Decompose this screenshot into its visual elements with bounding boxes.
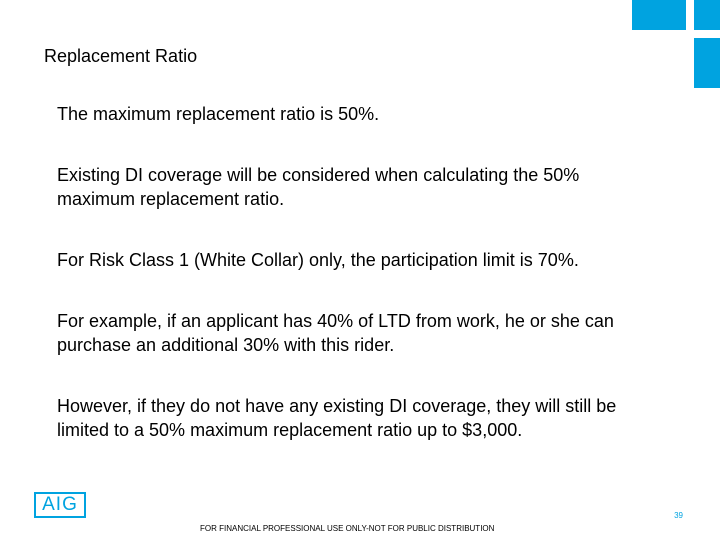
bullet-item: However, if they do not have any existing DI coverage, they will still be limited to a 50% maximum replacement ratio up to $3,000.: [57, 396, 617, 440]
bullet-item: For example, if an applicant has 40% of LTD from work, he or she can purchase an additional 30% with this rider.: [57, 311, 614, 355]
slide-title: Replacement Ratio: [44, 46, 198, 66]
bullet-item: Existing DI coverage will be considered when calculating the 50% maximum replacement ratio.: [57, 165, 580, 209]
brand-accent-block: [694, 38, 720, 88]
footer-disclaimer: FOR FINANCIAL PROFESSIONAL USE ONLY-NOT FOR PUBLIC DISTRIBUTION: [200, 524, 495, 533]
bullet-list: [57, 102, 657, 479]
page-number: 39: [674, 511, 683, 520]
bullet-item: For Risk Class 1 (White Collar) only, the participation limit is 70%.: [57, 250, 579, 270]
brand-accent-block: [694, 0, 720, 30]
aig-logo: AIG: [34, 492, 86, 518]
bullet-item: The maximum replacement ratio is 50%.: [57, 104, 380, 124]
brand-accent-block: [632, 0, 686, 30]
